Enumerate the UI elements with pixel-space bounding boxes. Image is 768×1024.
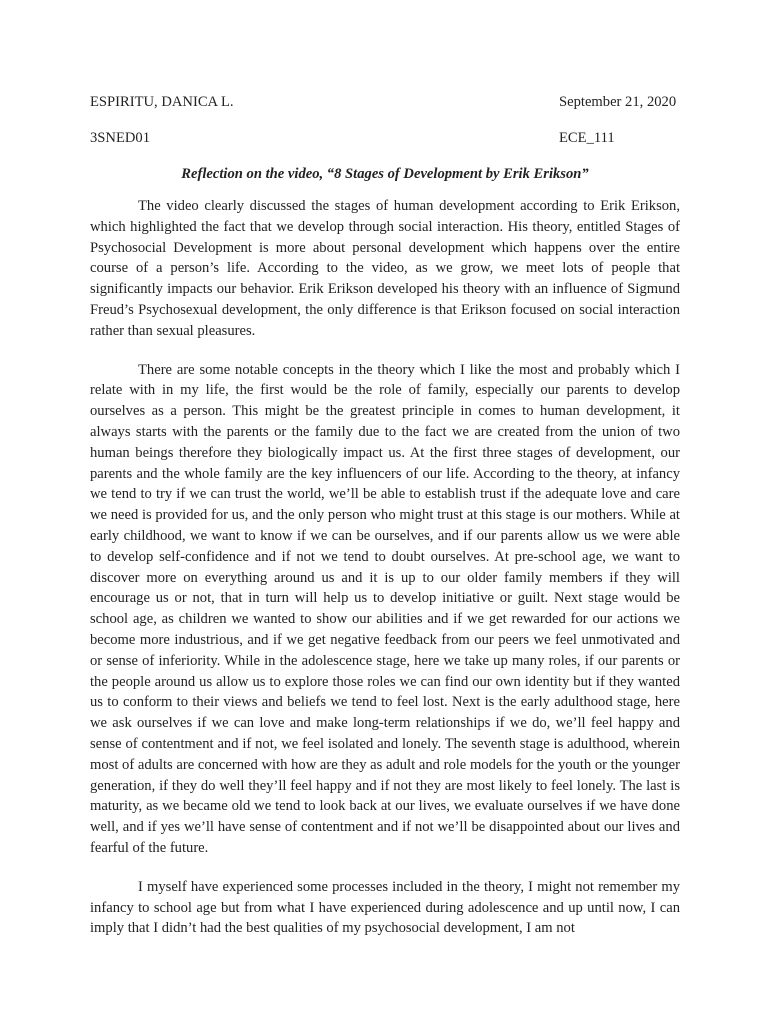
header-row-2: [90, 128, 680, 148]
document-title: Reflection on the video, “8 Stages of Development by Erik Erikson”: [181, 166, 589, 182]
header-row-1: [90, 92, 680, 112]
document-date: September 21, 2020: [559, 94, 677, 110]
course-code: ECE_111: [559, 130, 615, 146]
body-paragraph-2: There are some notable concepts in the theory which I like the most and probably which I relate with in my life, the first would be the role of family, especially our parents to develop ourselves as a person. This might be the greatest principle in comes to human development, it always starts with the parents or the family due to the fact we are created from the union of two human beings therefore they biologically impact us. At the first three stages of development, our parents and the whole family are the key influencers of our life. According to the theory, at infancy we tend to try if we can trust the world, we’ll be able to establish trust if the adequate love and care we need is provided for us, and the only person who might trust at this stage is our mothers. While at early childhood, we want to know if we can be ourselves, and if our parents allow us we were able to develop self-confidence and if not we tend to doubt ourselves. At pre-school age, we want to discover more on everything around us and it is up to our older family members if they will encourage us or not, that in turn will help us to develop initiative or guilt. Next stage would be school age, as children we wanted to show our abilities and if we get rewarded for our actions we become more industrious, and if we get negative feedback from our peers we feel unmotivated and or sense of inferiority. While in the adolescence stage, here we take up many roles, if our parents or the people around us allow us to explore those roles we can find our own identity but if they wanted us to conform to their views and beliefs we tend to feel lost. Next is the early adulthood stage, here we ask ourselves if we can love and make long-term relationships if we do, we’ll feel happy and sense of contentment and if not, we feel isolated and lonely. The seventh stage is adulthood, wherein most of adults are concerned with how are they as adult and role models for the youth or the younger generation, if they do well they’ll feel happy and if not they are most likely to feel lonely. The last is maturity, as we became old we tend to look back at our lives, we evaluate ourselves if we have done well, and if yes we’ll have sense of contentment and if not we’ll be disappointed about our lives and fearful of the future.: [90, 361, 680, 856]
section-code: 3SNED01: [90, 130, 150, 146]
body-paragraph-1: The video clearly discussed the stages of human development according to Erik Erikson, which highlighted the fact that we develop through social interaction. His theory, entitled Stages of Psychosocial Development is more about personal development which happens over the entire course of a person’s life. According to the video, as we grow, we meet lots of people that significantly impacts our behavior. Erik Erikson developed his theory with an influence of Sigmund Freud’s Psychosexual development, the only difference is that Erikson focused on social interaction rather than sexual pleasures.: [90, 198, 680, 339]
body-paragraph-3: I myself have experienced some processes included in the theory, I might not remember my infancy to school age but from what I have experienced during adolescence and up until now, I can imply that I didn’t had the best qualities of my psychosocial development, I am not: [90, 878, 680, 937]
author-name: ESPIRITU, DANICA L.: [90, 94, 234, 110]
